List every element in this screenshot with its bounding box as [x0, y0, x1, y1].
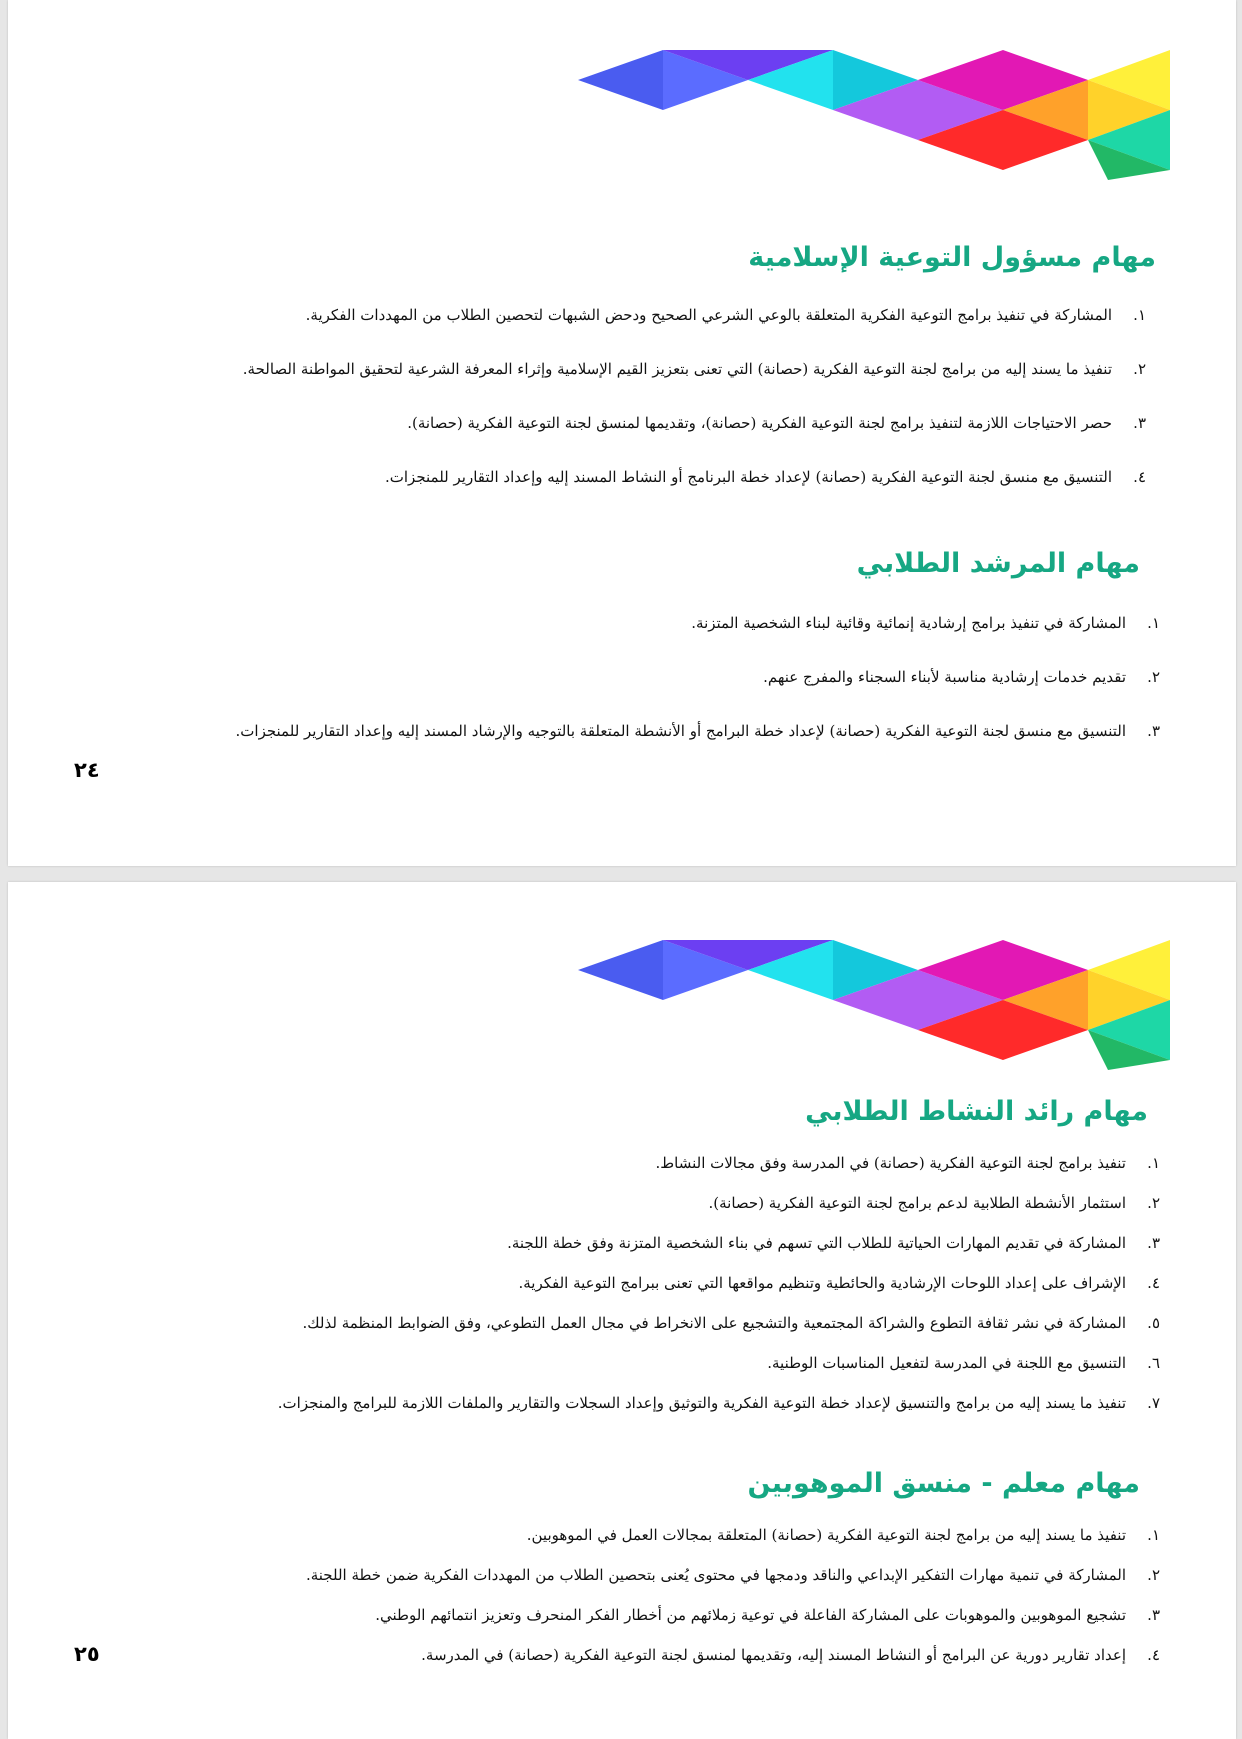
- list-item: ٤. التنسيق مع منسق لجنة التوعية الفكرية (حصانة) لإعداد خطة البرنامج أو النشاط المسند إليه وإعداد التقارير للمنجزات.: [385, 468, 1146, 486]
- section-title-islamic-awareness: مهام مسؤول التوعية الإسلامية: [748, 242, 1156, 273]
- student-counselor-task-list: [236, 614, 1160, 740]
- page-number: ٢٥: [74, 1642, 100, 1666]
- list-item: ٣. التنسيق مع منسق لجنة التوعية الفكرية (حصانة) لإعداد خطة البرامج أو الأنشطة المتعلقة بالتوجيه والإرشاد المسند إليه وإعداد التقارير للمنجزات.: [235, 722, 1160, 740]
- section-title-activity-leader: مهام رائد النشاط الطلابي: [805, 1096, 1148, 1127]
- document-page-24: [8, 0, 1236, 866]
- gifted-coordinator-task-list: [306, 1526, 1160, 1664]
- geometric-banner-decoration: [578, 50, 1170, 186]
- list-item: ٥. المشاركة في نشر ثقافة التطوع والشراكة المجتمعية والتشجيع على الانخراط في مجال العمل التطوعي، وفق الضوابط المنظمة لذلك.: [302, 1314, 1160, 1332]
- document-page-25: [8, 882, 1236, 1739]
- list-item: ١. تنفيذ ما يسند إليه من برامج لجنة التوعية الفكرية (حصانة) المتعلقة بمجالات العمل في الموهوبين.: [526, 1526, 1160, 1544]
- activity-leader-task-list: [278, 1154, 1160, 1412]
- geometric-banner-decoration: [578, 940, 1170, 1076]
- section-title-gifted-coordinator: مهام معلم - منسق الموهوبين: [747, 1468, 1140, 1499]
- list-item: ٣. حصر الاحتياجات اللازمة لتنفيذ برامج لجنة التوعية الفكرية (حصانة)، وتقديمها لمنسق لجنة التوعية الفكرية (حصانة).: [407, 414, 1146, 432]
- list-item: ١. تنفيذ برامج لجنة التوعية الفكرية (حصانة) في المدرسة وفق مجالات النشاط.: [655, 1154, 1160, 1172]
- list-item: ٢. المشاركة في تنمية مهارات التفكير الإبداعي والناقد ودمجها في محتوى يُعنى بتحصين الطلاب من المهددات الفكرية ضمن خطة اللجنة.: [305, 1566, 1160, 1584]
- islamic-awareness-task-list: [243, 306, 1146, 486]
- list-item: ٤. الإشراف على إعداد اللوحات الإرشادية والحائطية وتنظيم مواقعها التي تعنى ببرامج التوعية الفكرية.: [518, 1274, 1160, 1292]
- list-item: ٢. تنفيذ ما يسند إليه من برامج لجنة التوعية الفكرية (حصانة) التي تعنى بتعزيز القيم الإسلامية وإثراء المعرفة الشرعية لتحقيق المواطنة الصالحة.: [242, 360, 1146, 378]
- list-item: ١. المشاركة في تنفيذ برامج إرشادية إنمائية وقائية لبناء الشخصية المتزنة.: [691, 614, 1160, 632]
- list-item: ٢. تقديم خدمات إرشادية مناسبة لأبناء السجناء والمفرج عنهم.: [763, 668, 1160, 686]
- list-item: ٦. التنسيق مع اللجنة في المدرسة لتفعيل المناسبات الوطنية.: [767, 1354, 1160, 1372]
- list-item: ٣. تشجيع الموهوبين والموهوبات على المشاركة الفاعلة في توعية زملائهم من أخطار الفكر المنحرف وتعزيز انتمائهم الوطني.: [375, 1606, 1160, 1624]
- list-item: ٤. إعداد تقارير دورية عن البرامج أو النشاط المسند إليه، وتقديمها لمنسق لجنة التوعية الفكرية (حصانة) في المدرسة.: [421, 1646, 1160, 1664]
- page-number: ٢٤: [74, 758, 100, 782]
- list-item: ٣. المشاركة في تقديم المهارات الحياتية للطلاب التي تسهم في بناء الشخصية المتزنة وفق خطة اللجنة.: [507, 1234, 1160, 1252]
- list-item: ١. المشاركة في تنفيذ برامج التوعية الفكرية المتعلقة بالوعي الشرعي الصحيح ودحض الشبهات لتحصين الطلاب من المهددات الفكرية.: [305, 306, 1146, 324]
- list-item: ٧. تنفيذ ما يسند إليه من برامج والتنسيق لإعداد خطة التوعية الفكرية والتوثيق وإعداد السجلات والتقارير والملفات اللازمة للبرامج والمنجزات.: [277, 1394, 1160, 1412]
- list-item: ٢. استثمار الأنشطة الطلابية لدعم برامج لجنة التوعية الفكرية (حصانة).: [708, 1194, 1160, 1212]
- section-title-student-counselor: مهام المرشد الطلابي: [856, 548, 1140, 579]
